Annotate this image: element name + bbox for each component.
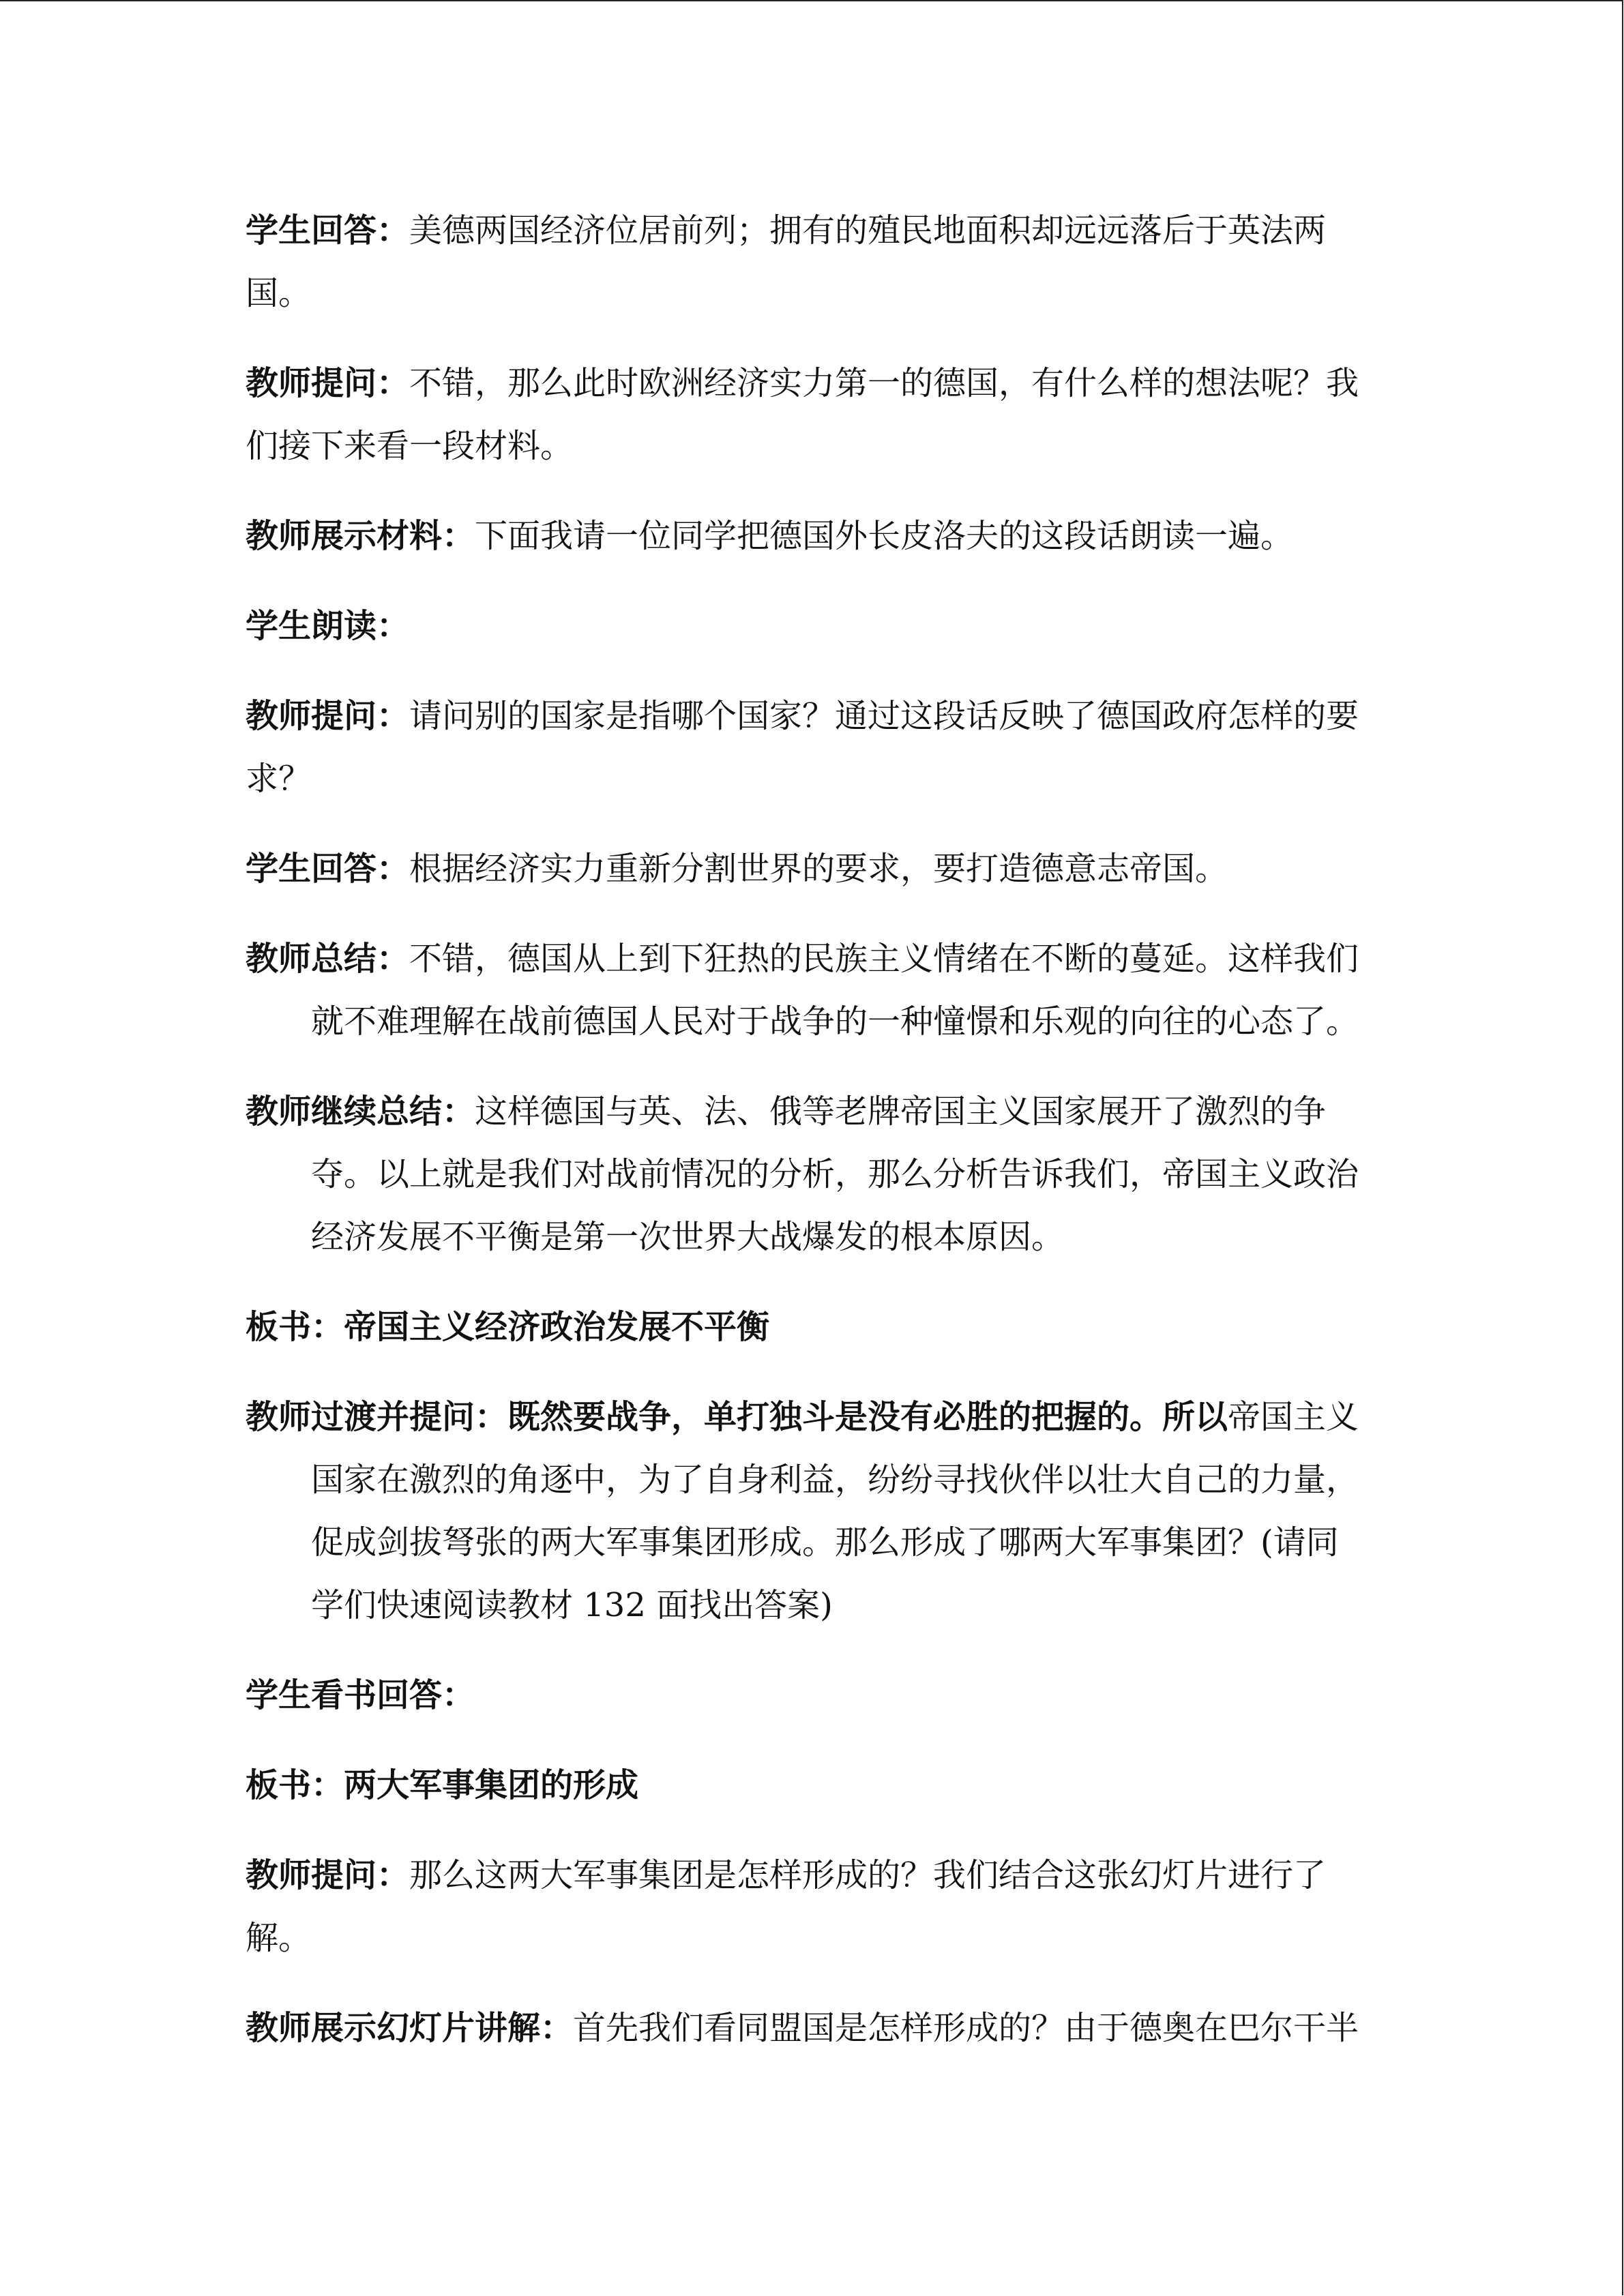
paragraph-text: 这样德国与英、法、俄等老牌帝国主义国家展开了激烈的争夺。以上就是我们对战前情况的分析，那么分析告诉我们，帝国主义政治经济发展不平衡是第一次世界大战爆发的根本原因。	[311, 1092, 1359, 1256]
paragraph-bold-text: 既然要战争，单打独斗是没有必胜的把握的。所以	[507, 1398, 1228, 1436]
speaker-label: 板书：	[246, 1308, 344, 1346]
paragraph-student-reading	[246, 595, 1371, 657]
speaker-label: 教师提问：	[246, 697, 410, 735]
paragraph-text: 帝国主义国家在激烈的角逐中，为了自身利益，纷纷寻找伙伴以壮大自己的力量，促成剑拔弩张的两大军事集团形成。那么形成了哪两大军事集团？(请同学们快速阅读教材 132 面找出答案)	[311, 1398, 1359, 1624]
paragraph-student-answer-2	[246, 837, 1371, 900]
paragraph-text: 美德两国经济位居前列；拥有的殖民地面积却远远落后于英法两国。	[246, 211, 1327, 312]
paragraph-text: 不错，那么此时欧洲经济实力第一的德国，有什么样的想法呢？我们接下来看一段材料。	[246, 364, 1359, 465]
speaker-label: 学生朗读：	[246, 607, 410, 645]
paragraph-text: 根据经济实力重新分割世界的要求，要打造德意志帝国。	[409, 850, 1228, 888]
paragraph-student-answer-1	[246, 199, 1371, 325]
paragraph-teacher-slide-explanation	[246, 1997, 1371, 2059]
speaker-label: 板书：	[246, 1766, 344, 1804]
speaker-label: 教师展示材料：	[246, 517, 475, 555]
paragraph-teacher-transition	[246, 1386, 1371, 1637]
paragraph-text: 下面我请一位同学把德国外长皮洛夫的这段话朗读一遍。	[475, 517, 1294, 555]
paragraph-teacher-summary	[246, 927, 1371, 1053]
paragraph-student-book-answer	[246, 1664, 1371, 1727]
paragraph-text: 首先我们看同盟国是怎样形成的？由于德奥在巴尔干半	[573, 2009, 1359, 2047]
speaker-label: 教师提问：	[246, 364, 410, 402]
speaker-label: 教师提问：	[246, 1856, 410, 1894]
document-body	[246, 199, 1371, 2087]
paragraph-text: 请问别的国家是指哪个国家？通过这段话反映了德国政府怎样的要求？	[246, 697, 1359, 798]
paragraph-blackboard-1	[246, 1296, 1371, 1358]
speaker-label: 学生回答：	[246, 211, 410, 250]
paragraph-blackboard-2	[246, 1754, 1371, 1817]
paragraph-teacher-continued-summary	[246, 1080, 1371, 1268]
paragraph-text: 不错，德国从上到下狂热的民族主义情绪在不断的蔓延。这样我们就不难理解在战前德国人民对于战争的一种憧憬和乐观的向往的心态了。	[311, 940, 1359, 1041]
paragraph-teacher-material	[246, 505, 1371, 567]
speaker-label: 学生回答：	[246, 850, 410, 888]
speaker-label: 教师继续总结：	[246, 1092, 475, 1131]
speaker-label: 教师总结：	[246, 940, 410, 978]
speaker-label: 教师展示幻灯片讲解：	[246, 2009, 574, 2047]
paragraph-text: 帝国主义经济政治发展不平衡	[344, 1308, 770, 1346]
paragraph-text: 那么这两大军事集团是怎样形成的？我们结合这张幻灯片进行了解。	[246, 1856, 1327, 1957]
paragraph-teacher-question-2	[246, 685, 1371, 810]
speaker-label: 学生看书回答：	[246, 1676, 475, 1714]
speaker-label: 教师过渡并提问：	[246, 1398, 508, 1436]
paragraph-text: 两大军事集团的形成	[344, 1766, 639, 1804]
paragraph-teacher-question-1	[246, 352, 1371, 477]
paragraph-teacher-question-3	[246, 1844, 1371, 1969]
